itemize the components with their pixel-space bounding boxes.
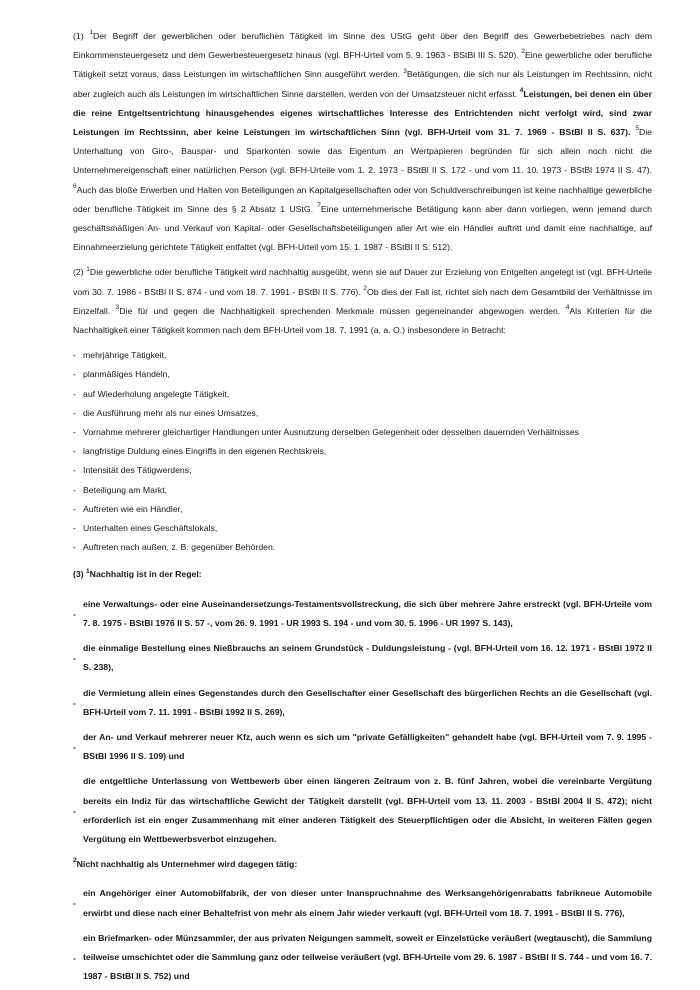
list-item-text: die Vermietung allein eines Gegenstandes durch den Gesellschafter einer Gesellschaft des bürgerlichen Rechts an die Gesellschaft (vgl. BFH-Urteil vom 7. 11. 1991 - BStBl 1992 II S. 269), <box>83 687 652 717</box>
sentence-text: Leistungen, bei denen ein über die reine Entgeltsentrichtung hinausgehendes eigenes wirtschaftliches Interesse des Entrichtenden nicht verfolgt wird, sind zwar Leistungen im Rechtssinn, aber keine Leistungen im wirtschaftlichen Sinn (vgl. BFH-Urteil vom 31. 7. 1969 - BStBl II S. 637). <box>73 88 652 138</box>
paragraph-3-heading <box>73 565 652 584</box>
dash-marker: - <box>73 805 76 816</box>
sentence-text: Die gewerbliche oder berufliche Tätigkeit wird nachhaltig ausgeübt, wenn sie auf Dauer zur Erzielung von Entgelten angelegt ist (vgl. BFH-Urteile vom 30. 7. 1986 - BStBl II S. 874 - und vom 18. 7. 1991 - BStBl II S. 776). <box>73 267 652 297</box>
sentence-text: Die Unterhaltung von Giro-, Bauspar- und Sparkonten sowie das Eigentum an Wertpapieren begründen für sich allein noch nicht die Unternehmereigenschaft einer natürlichen Person (vgl. BFH-Urteile vom 1. 2. 1973 - BStBl II S. 172 - und vom 11. 10. 1973 - BStBl 1974 II S. 47). <box>73 127 652 176</box>
paragraph-1 <box>73 27 652 257</box>
list-item <box>73 929 652 987</box>
list-item-text: die entgeltliche Unterlassung von Wettbewerb über einen längeren Zeitraum von z. B. fünf Jahren, wobei die vereinbarte Vergütung bereits ein Indiz für das wirtschaftliche Gewicht der Tätigkeit darstellt (vgl. BFH-Urteil vom 13. 11. 2003 - BStBl 2004 II S. 472); nicht erforderlich ist ein enger Zusammenhang mit einer anderen Tätigkeit des Steuerpflichtigen oder die Absicht, in weiteren Fällen gegen Vergütung ein Wettbewerbsverbot einzugehen. <box>83 776 652 844</box>
list-item-text: der An- und Verkauf mehrerer neuer Kfz, auch wenn es sich um "private Gefälligkeiten" gehandelt habe (vgl. BFH-Urteil vom 7. 9. 1995 - BStBl 1996 II S. 109) und <box>83 731 652 762</box>
criteria-item: - Beteiligung am Markt, <box>73 481 652 500</box>
dash-marker: - <box>73 697 76 708</box>
sentence-text: Ob dies der Fall ist, richtet sich nach dem Gesamtbild der Verhältnisse im Einzelfall. <box>73 286 652 316</box>
sentence-number: 4 <box>519 86 524 94</box>
not-sustained-list <box>73 884 652 986</box>
paragraph-2 <box>73 263 652 340</box>
sentence-number: 2 <box>363 284 368 292</box>
sentence-text: Auch das bloße Erwerben und Halten von Beteiligungen an Kapitalgesellschaften oder von Schuldverschreibungen ist keine nachhaltige gewerbliche oder berufliche Tätigkeit im Sinne des § 2 Absatz 1 UStG. <box>73 184 652 214</box>
list-item <box>73 772 652 849</box>
sentence-text: Als Kriterien für die Nachhaltigkeit einer Tätigkeit kommen nach dem BFH-Urteil vom 18. 7. 1991 (a. a. O.) insbesondere in Betracht: <box>73 305 652 336</box>
sentence-number: 1 <box>86 265 90 273</box>
sentence-number: 2 <box>73 857 77 865</box>
paragraph-number: (2) <box>73 267 87 278</box>
list-item <box>73 639 652 677</box>
sentence-text: Der Begriff der gewerblichen oder beruflichen Tätigkeit im Sinne des UStG geht über den Begriff des Gewerbebetriebes nach dem Einkommensteuergesetz und dem Gewerbesteuergesetz hinaus (vgl. BFH-Urteil vom 5. 9. 1963 - BStBl III S. 520). <box>73 31 652 61</box>
dash-marker: - <box>73 653 76 664</box>
criteria-item: - die Ausführung mehr als nur eines Umsatzes, <box>73 404 652 423</box>
list-item <box>73 684 652 722</box>
paragraph-3-number: (3) <box>73 569 84 580</box>
criteria-item: - Vornahme mehrerer gleichartiger Handlungen unter Ausnutzung derselben Gelegenheit oder desselben dauernden Verhältnisses <box>73 423 652 442</box>
sub-heading <box>73 855 652 874</box>
paragraph-number: (1) <box>73 31 90 41</box>
dash-marker: - <box>73 741 76 752</box>
sentence-text: Betätigungen, die sich nur als Leistungen im Rechtssinn, nicht aber zugleich auch als Leistungen im wirtschaftlichen Sinne darstellen, werden von der Umsatzsteuer nicht erfasst. <box>73 69 653 99</box>
sentence-number: 1 <box>89 29 93 37</box>
sub-heading-text: Nicht nachhaltig als Unternehmer wird dagegen tätig: <box>76 859 298 870</box>
sentence-number: 5 <box>635 125 639 133</box>
criteria-list <box>73 346 652 557</box>
regular-sustained-list <box>73 595 652 849</box>
sentence-number: 3 <box>115 303 120 311</box>
criteria-item: - planmäßiges Handeln, <box>73 365 652 384</box>
sentence-number: 6 <box>73 182 77 190</box>
list-item <box>73 728 652 766</box>
criteria-item: - langfristige Duldung eines Eingriffs in den eigenen Rechtskreis, <box>73 442 652 461</box>
sentence-number: 2 <box>521 48 525 56</box>
criteria-item: - Unterhalten eines Geschäftslokals, <box>73 519 652 538</box>
dash-marker: - <box>73 608 76 619</box>
list-item-text: ein Angehöriger einer Automobilfabrik, der von dieser unter Inanspruchnahme des Werksangehörigenrabatts fabrikneue Automobile erwirbt und diese nach einer Behaltefrist von mehr als einem Jahr wieder verkauft (vgl. BFH-Urteil vom 18. 7. 1991 - BStBl II S. 776), <box>83 888 652 918</box>
paragraph-3-heading-text: Nachhaltig ist in der Regel: <box>89 569 202 580</box>
dash-marker: - <box>73 952 76 963</box>
sentence-number: 4 <box>565 303 570 311</box>
criteria-item: - Auftreten wie ein Händler, <box>73 500 652 519</box>
sentence-text: Die für und gegen die Nachhaltigkeit sprechenden Merkmale müssen gegeneinander abgewogen werden. <box>119 305 566 316</box>
criteria-item: - auf Wiederholung angelegte Tätigkeit, <box>73 385 652 404</box>
criteria-item: - mehrjährige Tätigkeit, <box>73 346 652 365</box>
list-item-text: die einmalige Bestellung eines Nießbrauchs an seinem Grundstück - Duldungsleistung - (vgl. BFH-Urteil vom 16. 12. 1971 - BStBl 1972 II S. 238), <box>83 643 652 673</box>
list-item <box>73 595 652 633</box>
list-item-text: ein Briefmarken- oder Münzsammler, der aus privaten Neigungen sammelt, soweit er Einzelstücke veräußert (wegtauscht), die Sammlung teilweise umschichtet oder die Sammlung ganz oder teilweise veräußert (vgl. BFH-Urteile vom 29. 6. 1987 - BStBl II S. 744 - und vom 16. 7. 1987 - BStBl II S. 752) und <box>83 932 652 982</box>
dash-marker: - <box>73 898 76 909</box>
list-item <box>73 884 652 922</box>
sentence-text: Eine unternehmerische Betätigung kann aber dann vorliegen, wenn jemand durch geschäftsmäßigen An- und Verkauf von Kapital- oder Gesellschaftsbeteiligungen aller Art wie ein Händler auftritt und damit eine nachhaltige, auf Einnahmeerzielung gerichtete Tätigkeit entfaltet (vgl. BFH-Urteil vom 15. 1. 1987 - BStBl II S. 512). <box>73 203 653 253</box>
sentence-text: Eine gewerbliche oder berufliche Tätigkeit setzt voraus, dass Leistungen im wirtschaftlichen Sinn ausgeführt werden. <box>73 50 652 80</box>
sentence-number: 1 <box>86 567 90 575</box>
criteria-item: - Intensität des Tätigwerdens, <box>73 461 652 480</box>
sentence-number: 3 <box>403 67 407 75</box>
sentence-number: 7 <box>317 201 321 209</box>
criteria-item: - Auftreten nach außen, z. B. gegenüber Behörden. <box>73 538 652 557</box>
list-item-text: eine Verwaltungs- oder eine Auseinandersetzungs-Testamentsvollstreckung, die sich über mehrere Jahre erstreckt (vgl. BFH-Urteile vom 7. 8. 1975 - BStBl 1976 II S. 57 -, vom 26. 9. 1991 - UR 1993 S. 194 - und vom 30. 5. 1996 - UR 1997 S. 143), <box>83 598 652 628</box>
